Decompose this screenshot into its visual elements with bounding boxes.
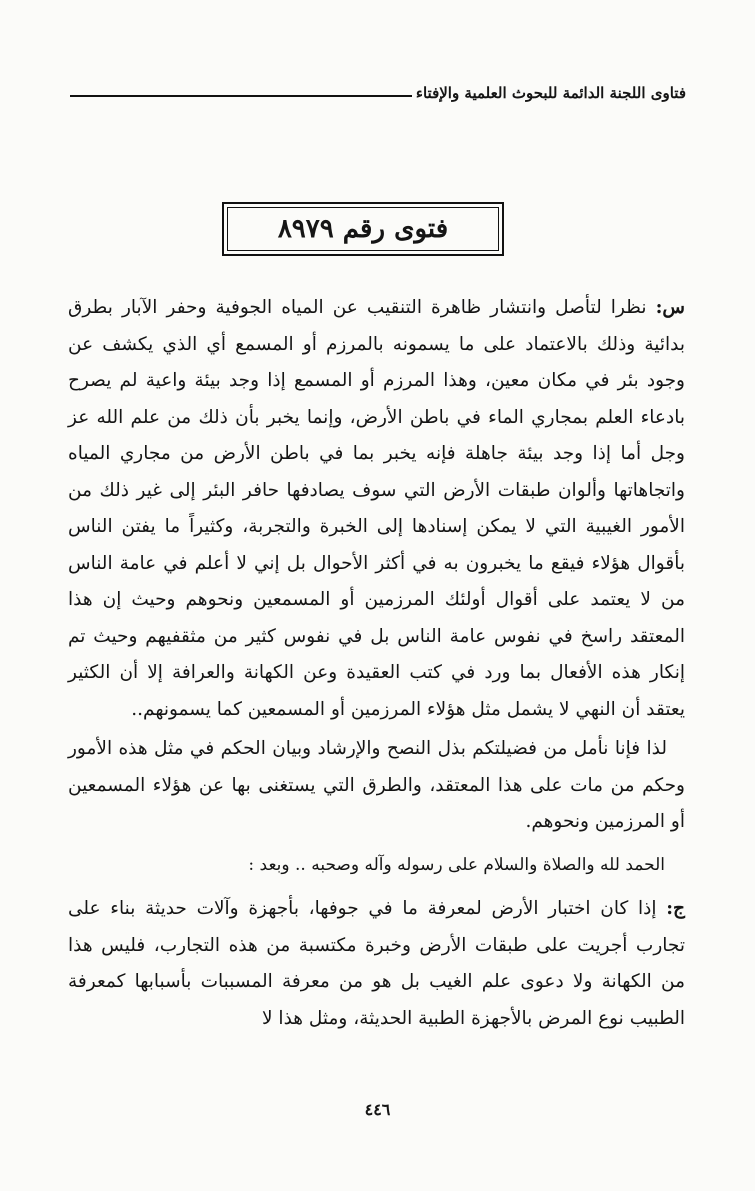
header-title: فتاوى اللجنة الدائمة للبحوث العلمية والإفتاء [415,84,686,102]
header-rule [70,95,412,97]
fatwa-title: فتوى رقم ٨٩٧٩ [227,207,499,251]
fatwa-body [68,290,685,1037]
question-text: نظرا لتأصل وانتشار ظاهرة التنقيب عن المياه الجوفية وحفر الآبار بطرق بدائية وذلك بالاعتماد على ما يسمونه بالمرزم أو المسمع أي الذي يكشف عن وجود بئر في مكان معين، وهذا المرزم أو المسمع إذا وجد بيئة واعية لم يصرح بادعاء العلم بمجاري الماء في باطن الأرض، وإنما يخبر بأن ذلك من علم الله عز وجل أما إذا وجد بيئة جاهلة فإنه يخبر بما في باطن الأرض من مجاري المياه واتجاهاتها وألوان طبقات الأرض التي سوف يصادفها حافر البئر إلى غير ذلك من الأمور الغيبية التي لا يمكن إسنادها إلى الخبرة والتجربة، وكثيراً ما يفتن الناس بأقوال هؤلاء فيقع ما يخبرون به في أكثر الأحوال بل إني لا أعلم في عامة الناس من لا يعتمد على أقوال أولئك المرزمين أو المسمعين ونحوهم وحيث إن هذا المعتقد راسخ في نفوس عامة الناس بل في نفوس كثير من مثقفيهم وحيث تم إنكار هذه الأفعال بما ورد في كتب العقيدة وعن الكهانة والعرافة إلا أن الكثير يعتقد أن النهي لا يشمل مثل هؤلاء المرزمين أو المسمعين كما يسمونهم.. [68,297,685,720]
fatwa-title-box [222,202,504,256]
answer-label: ج: [666,898,685,919]
answer-paragraph [68,891,685,1037]
answer-text: إذا كان اختبار الأرض لمعرفة ما في جوفها، بأجهزة وآلات حديثة بناء على تجارب أجريت على طبقات الأرض وخبرة مكتسبة من هذه التجارب، فليس هذا من الكهانة ولا دعوى علم الغيب بل هو من معرفة المسببات بأسبابها كمعرفة الطبيب نوع المرض بالأجهزة الطبية الحديثة، ومثل هذا لا [68,898,685,1029]
greeting-line: الحمد لله والصلاة والسلام على رسوله وآله وصحبه .. وبعد : [248,854,665,875]
running-header [70,78,686,102]
question-paragraph [68,290,685,728]
request-paragraph: لذا فإنا نأمل من فضيلتكم بذل النصح والإرشاد وبيان الحكم في مثل هذه الأمور وحكم من مات على هذا المعتقد، والطرق التي يستغنى بها عن هؤلاء المسمعين أو المرزمين ونحوهم. [68,738,685,832]
page-number: ٤٤٦ [364,1100,391,1119]
question-label: س: [655,297,685,318]
